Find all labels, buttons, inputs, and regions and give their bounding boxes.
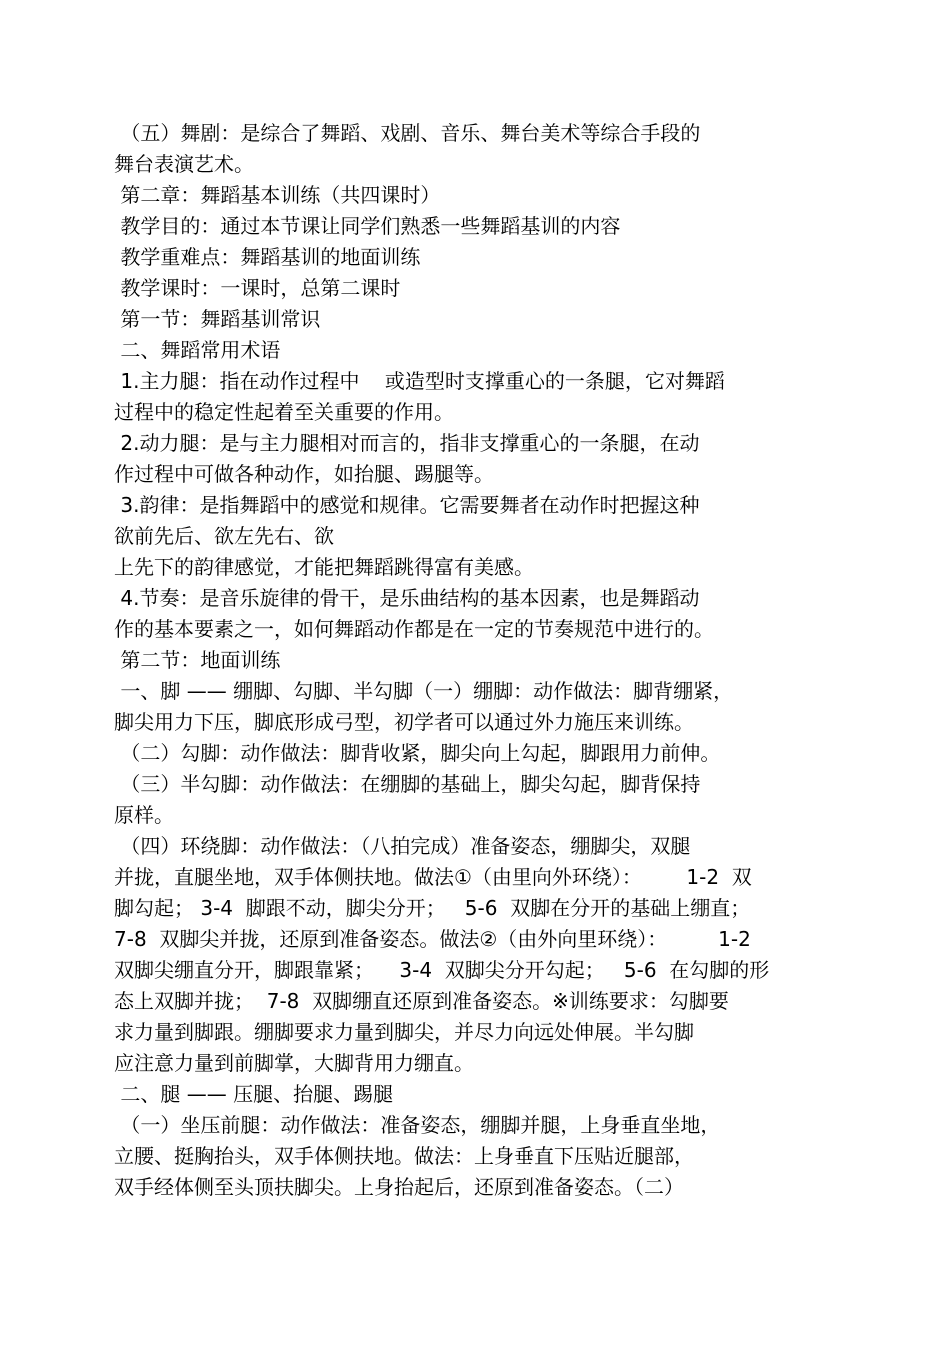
text-line: 作过程中可做各种动作，如抬腿、踢腿等。 bbox=[114, 462, 494, 486]
chapter-heading: 第二章：舞蹈基本训练（共四课时） bbox=[114, 183, 441, 207]
text-line: 7-8 双脚尖并拢，还原到准备姿态。做法②（由外向里环绕）： 1-2 bbox=[114, 927, 751, 951]
text-line: 脚尖用力下压，脚底形成弓型，初学者可以通过外力施压来训练。 bbox=[114, 710, 694, 734]
text-line: 并拢，直腿坐地，双手体侧扶地。做法①（由里向外环绕）： 1-2 双 bbox=[114, 865, 752, 889]
text-line: 态上双脚并拢； 7-8 双脚绷直还原到准备姿态。※训练要求：勾脚要 bbox=[114, 989, 729, 1013]
text-line: 教学重难点：舞蹈基训的地面训练 bbox=[114, 245, 421, 269]
text-line: 立腰、挺胸抬头，双手体侧扶地。做法：上身垂直下压贴近腿部， bbox=[114, 1144, 694, 1168]
text-line: 双手经体侧至头顶扶脚尖。上身抬起后，还原到准备姿态。（二） bbox=[114, 1175, 684, 1199]
text-line: 一、脚 —— 绷脚、勾脚、半勾脚（一）绷脚：动作做法：脚背绷紧， bbox=[114, 679, 734, 703]
text-line: 作的基本要素之一，如何舞蹈动作都是在一定的节奏规范中进行的。 bbox=[114, 617, 714, 641]
subsection-heading: 二、腿 —— 压腿、抬腿、踢腿 bbox=[114, 1082, 394, 1106]
text-line: 教学课时：一课时，总第二课时 bbox=[114, 276, 401, 300]
text-line: 应注意力量到前脚掌，大脚背用力绷直。 bbox=[114, 1051, 474, 1075]
text-line: 2.动力腿：是与主力腿相对而言的，指非支撑重心的一条腿，在动 bbox=[114, 431, 700, 455]
text-line: 3.韵律：是指舞蹈中的感觉和规律。它需要舞者在动作时把握这种 bbox=[114, 493, 700, 517]
text-line: 教学目的：通过本节课让同学们熟悉一些舞蹈基训的内容 bbox=[114, 214, 621, 238]
section-heading: 第一节：舞蹈基训常识 bbox=[114, 307, 321, 331]
text-line: 舞台表演艺术。 bbox=[114, 152, 254, 176]
subsection-heading: 二、舞蹈常用术语 bbox=[114, 338, 281, 362]
text-line: 上先下的韵律感觉，才能把舞蹈跳得富有美感。 bbox=[114, 555, 534, 579]
text-line: （三）半勾脚：动作做法：在绷脚的基础上，脚尖勾起，脚背保持 bbox=[114, 772, 701, 796]
text-line: 1.主力腿：指在动作过程中 或造型时支撑重心的一条腿，它对舞蹈 bbox=[114, 369, 725, 393]
text-line: （四）环绕脚：动作做法：（八拍完成）准备姿态，绷脚尖，双腿 bbox=[114, 834, 691, 858]
text-line: 过程中的稳定性起着至关重要的作用。 bbox=[114, 400, 454, 424]
text-line: 欲前先后、欲左先右、欲 bbox=[114, 524, 334, 548]
text-line: 原样。 bbox=[114, 803, 174, 827]
section-heading: 第二节：地面训练 bbox=[114, 648, 281, 672]
text-line: 4.节奏：是音乐旋律的骨干，是乐曲结构的基本因素，也是舞蹈动 bbox=[114, 586, 700, 610]
text-line: 求力量到脚跟。绷脚要求力量到脚尖，并尽力向远处伸展。半勾脚 bbox=[114, 1020, 694, 1044]
text-line: （一）坐压前腿：动作做法：准备姿态，绷脚并腿，上身垂直坐地， bbox=[114, 1113, 721, 1137]
text-line: 脚勾起； 3-4 脚跟不动，脚尖分开； 5-6 双脚在分开的基础上绷直； bbox=[114, 896, 751, 920]
document-body bbox=[114, 118, 844, 1203]
text-line: （二）勾脚：动作做法：脚背收紧，脚尖向上勾起，脚跟用力前伸。 bbox=[114, 741, 721, 765]
text-line: 双脚尖绷直分开，脚跟靠紧； 3-4 双脚尖分开勾起； 5-6 在勾脚的形 bbox=[114, 958, 770, 982]
text-line: （五）舞剧：是综合了舞蹈、戏剧、音乐、舞台美术等综合手段的 bbox=[114, 121, 701, 145]
